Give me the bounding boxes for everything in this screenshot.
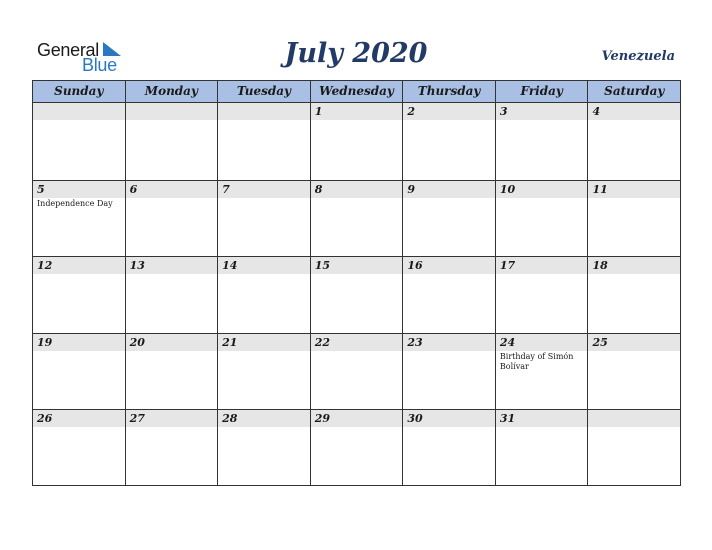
calendar-grid [32,80,681,486]
day-number: 8 [314,182,323,196]
day-header-bar [218,257,310,274]
day-number: 10 [499,182,516,196]
day-cell [125,410,218,486]
day-header-bar [496,410,588,427]
day-cell [495,257,588,333]
weekday-friday: Friday [495,81,588,102]
day-header-bar [311,410,403,427]
brand-blue: Blue [82,55,117,75]
day-number: 15 [314,259,331,273]
day-number: 9 [407,182,415,196]
day-header-bar [33,410,125,427]
day-header-bar [33,334,125,351]
day-header-bar [496,257,588,274]
day-header-bar [33,181,125,198]
day-cell [587,334,680,410]
holiday-label: Birthday of Simón Bolívar [499,351,574,371]
day-number: 21 [222,335,238,349]
country-label: Venezuela [601,49,675,64]
day-number: 26 [37,412,53,426]
day-header-bar [496,103,588,120]
day-header-bar [588,257,680,274]
weekday-sunday: Sunday [54,84,104,98]
day-cell [33,410,125,486]
day-header-bar [126,257,218,274]
day-number: 20 [129,335,145,349]
day-number: 16 [407,259,423,273]
day-header-bar [403,410,495,427]
day-header-bar [126,103,218,120]
day-cell [402,334,495,410]
day-cell [402,181,495,257]
day-cell [125,103,218,180]
day-number: 13 [129,259,145,273]
day-header-bar [311,181,403,198]
day-cell [495,410,588,486]
calendar-week [33,103,680,180]
day-cell [33,257,125,333]
weekday-monday: Monday [125,81,218,102]
day-cell [310,334,403,410]
day-cell [587,257,680,333]
day-header-bar [33,257,125,274]
day-cell [587,181,680,257]
day-header-bar [588,334,680,351]
day-number: 25 [592,335,608,349]
day-number: 17 [499,259,516,273]
day-cell [33,103,125,180]
day-cell [310,103,403,180]
day-cell [33,334,125,410]
day-number: 7 [222,182,230,196]
day-header-bar [496,181,588,198]
day-cell [217,103,310,180]
day-cell [587,410,680,486]
calendar-week [33,409,680,486]
page-title: July 2020 [284,38,428,69]
day-header-bar [126,334,218,351]
day-cell [310,257,403,333]
day-cell [125,257,218,333]
day-number: 3 [499,105,508,118]
day-header-bar [33,103,125,120]
day-header-bar [311,257,403,274]
day-number: 29 [314,412,331,426]
day-cell [310,410,403,486]
day-number: 18 [592,259,608,273]
day-number: 22 [314,335,331,349]
day-header-bar [126,181,218,198]
day-number: 4 [592,105,601,118]
day-number: 2 [407,105,415,118]
day-number: 31 [499,412,516,426]
day-header-bar [218,181,310,198]
calendar-week [33,256,680,333]
day-number: 14 [222,259,238,273]
day-header-bar [588,103,680,120]
day-number: 24 [499,335,516,349]
day-cell [402,257,495,333]
day-header-bar [218,410,310,427]
calendar-weeks [33,103,680,486]
day-number: 11 [592,182,608,196]
weekday-header [33,81,680,103]
day-header-bar [588,181,680,198]
day-cell [402,103,495,180]
day-cell [217,257,310,333]
day-cell [495,103,588,180]
day-header-bar [403,257,495,274]
day-header-bar [311,334,403,351]
holiday-label: Independence Day [37,198,113,208]
day-number: 19 [37,335,53,349]
calendar-week [33,333,680,410]
day-cell [33,181,125,257]
brand-general: General [37,40,99,60]
weekday-saturday: Saturday [587,81,680,102]
day-number: 23 [407,335,423,349]
day-cell [495,181,588,257]
day-header-bar [588,410,680,427]
day-cell [402,410,495,486]
day-number: 6 [129,182,138,196]
day-cell [125,334,218,410]
weekday-wednesday: Wednesday [310,81,403,102]
day-number: 5 [37,182,45,196]
day-cell [495,334,588,410]
day-header-bar [403,334,495,351]
day-cell [217,334,310,410]
day-number: 12 [37,259,53,273]
day-header-bar [311,103,403,120]
day-header-bar [126,410,218,427]
calendar-week [33,180,680,257]
weekday-thursday: Thursday [402,81,495,102]
day-header-bar [403,181,495,198]
day-number: 28 [222,412,238,426]
weekday-tuesday: Tuesday [217,81,310,102]
day-header-bar [218,103,310,120]
day-cell [217,181,310,257]
day-cell [217,410,310,486]
day-header-bar [403,103,495,120]
day-header-bar [496,334,588,351]
day-number: 27 [129,412,145,426]
day-cell [310,181,403,257]
day-header-bar [218,334,310,351]
day-cell [587,103,680,180]
day-cell [125,181,218,257]
day-number: 30 [407,412,423,426]
day-number: 1 [314,105,323,118]
